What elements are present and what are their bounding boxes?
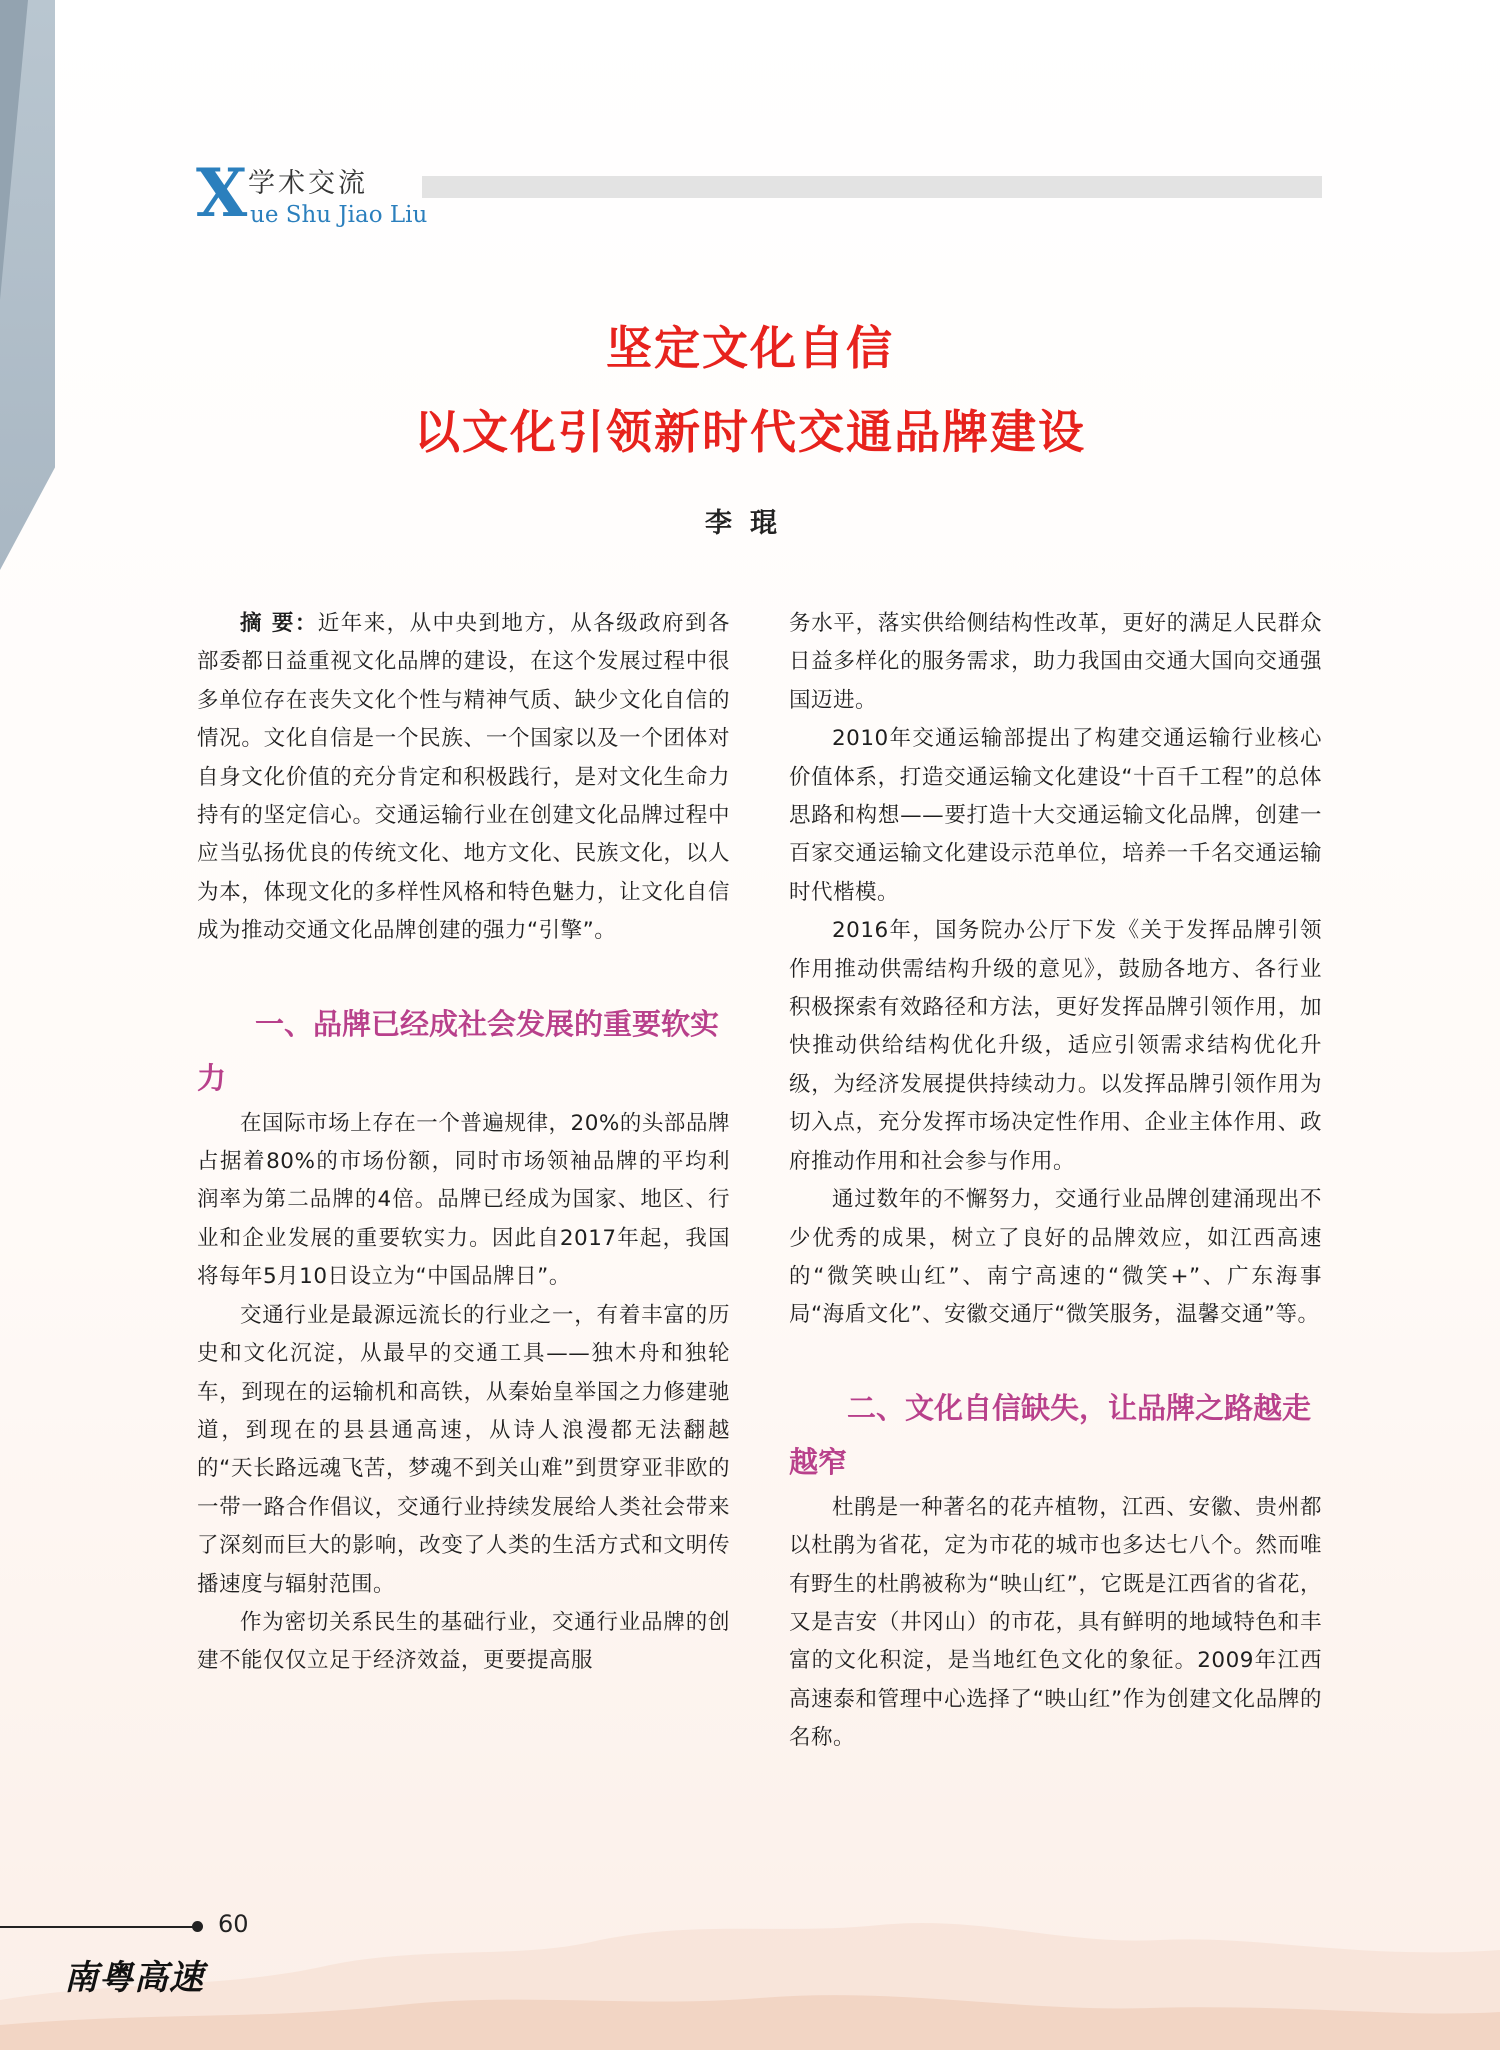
- section-name-chinese: 学术交流: [248, 168, 368, 199]
- paragraph: 2010年交通运输部提出了构建交通运输行业核心价值体系，打造交通运输文化建设“十百千工程”的总体思路和构想——要打造十大交通运输文化品牌，创建一百家交通运输文化建设示范单位，培养一千名交通运输时代楷模。: [789, 726, 1322, 905]
- spacer: [789, 1335, 1322, 1381]
- article-title-line-1: 坚定文化自信: [606, 321, 894, 375]
- abstract: [197, 605, 730, 951]
- column-right: [789, 605, 1322, 1758]
- paragraph: 交通行业是最源远流长的行业之一，有着丰富的历史和文化沉淀，从最早的交通工具——独木舟和独轮车，到现在的运输机和高铁，从秦始皇举国之力修建驰道，到现在的县县通高速，从诗人浪漫都无法翻越的“天长路远魂飞苦，梦魂不到关山难”到贯穿亚非欧的一带一路合作倡议，交通行业持续发展给人类社会带来了深刻而巨大的影响，改变了人类的生活方式和文明传播速度与辐射范围。: [197, 1302, 730, 1597]
- paragraph: 杜鹃是一种著名的花卉植物，江西、安徽、贵州都以杜鹃为省花，定为市花的城市也多达七八个。然而唯有野生的杜鹃被称为“映山红”，它既是江西省的省花，又是吉安（井冈山）的市花，具有鲜明的地域特色和丰富的文化积淀，是当地红色文化的象征。2009年江西高速泰和管理中心选择了“映山红”作为创建文化品牌的名称。: [789, 1494, 1322, 1751]
- paragraph-continued-end: 务水平，落实供给侧结构性改革，更好的满足人民群众日益多样化的服务需求，助力我国由交通大国向交通强国迈进。: [789, 611, 1322, 713]
- paragraph: 2016年，国务院办公厅下发《关于发挥品牌引领作用推动供需结构升级的意见》，鼓励各地方、各行业积极探索有效路径和方法，更好发挥品牌引领作用，加快推动供给结构优化升级，适应引领需求结构优化升级，为经济发展提供持续动力。以发挥品牌引领作用为切入点，充分发挥市场决定性作用、企业主体作用、政府推动作用和社会参与作用。: [789, 918, 1322, 1174]
- page-number: 60: [218, 1910, 249, 1938]
- article-title-line-2: 以文化引领新时代交通品牌建设: [414, 405, 1086, 459]
- paragraph: 在国际市场上存在一个普遍规律，20%的头部品牌占据着80%的市场份额，同时市场领袖品牌的平均利润率为第二品牌的4倍。品牌已经成为国家、地区、行业和企业发展的重要软实力。因此自2017年起，我国将每年5月10日设立为“中国品牌日”。: [197, 1110, 730, 1290]
- abstract-text: 近年来，从中央到地方，从各级政府到各部委都日益重视文化品牌的建设，在这个发展过程中很多单位存在丧失文化个性与精神气质、缺少文化自信的情况。文化自信是一个民族、一个国家以及一个团体对自身文化价值的充分肯定和积极践行，是对文化生命力持有的坚定信心。交通运输行业在创建文化品牌过程中应当弘扬优良的传统文化、地方文化、民族文化，以人为本，体现文化的多样性风格和特色魅力，让文化自信成为推动交通文化品牌创建的强力“引擎”。: [197, 611, 730, 944]
- footer-rule: [0, 1926, 196, 1928]
- section-name-pinyin: ue Shu Jiao Liu: [250, 202, 428, 228]
- footer-dot: [192, 1921, 203, 1932]
- magazine-logo: 南粤高速: [64, 1958, 204, 1998]
- section-heading-2: 二、文化自信缺失，让品牌之路越走越窄: [789, 1390, 1312, 1479]
- author-name: 李琨: [705, 508, 795, 539]
- column-left: [197, 605, 730, 1681]
- spacer: [197, 951, 730, 997]
- paragraph-continued-start: 作为密切关系民生的基础行业，交通行业品牌的创建不能仅仅立足于经济效益，更要提高服: [197, 1609, 730, 1674]
- abstract-label: 摘 要：: [240, 611, 318, 636]
- section-header: [196, 154, 1326, 232]
- paragraph: 通过数年的不懈努力，交通行业品牌创建涌现出不少优秀的成果，树立了良好的品牌效应，如江西高速的“微笑映山红”、南宁高速的“微笑+”、广东海事局“海盾文化”、安徽交通厅“微笑服务，温馨交通”等。: [789, 1187, 1322, 1328]
- section-initial-letter: X: [196, 154, 248, 232]
- section-heading-1: 一、品牌已经成社会发展的重要软实力: [197, 1006, 720, 1095]
- mountain-background: [0, 1750, 1500, 2050]
- section-header-bar: [422, 176, 1322, 198]
